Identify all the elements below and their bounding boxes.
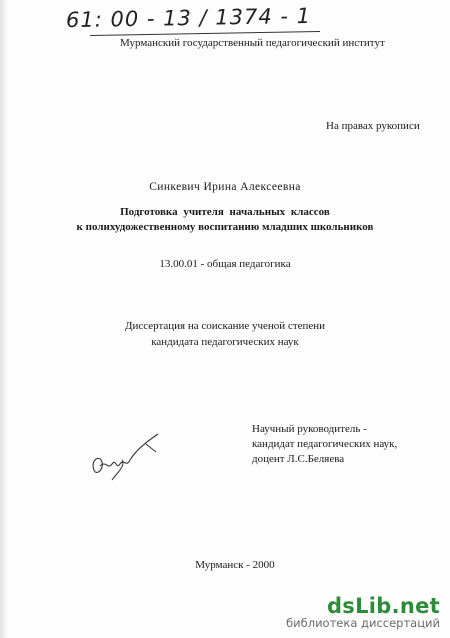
author-name: Синкевич Ирина Алексеевна bbox=[149, 181, 301, 193]
handwritten-catalog-code: 61: 00 - 13 / 1374 - 1 bbox=[65, 3, 312, 33]
handwritten-signature bbox=[86, 430, 166, 485]
watermark-logo: dsLib.net bbox=[326, 594, 440, 618]
specialty-code: 13.00.01 - общая педагогика bbox=[159, 258, 291, 270]
supervisor-line-2: кандидат педагогических наук, bbox=[252, 438, 398, 450]
site-watermark[interactable] bbox=[286, 594, 440, 630]
degree-line-2: кандидата педагогических наук bbox=[151, 336, 299, 348]
degree-line-1: Диссертация на соискание ученой степени bbox=[124, 320, 326, 332]
supervisor-line-1: Научный руководитель - bbox=[252, 423, 367, 435]
supervisor-line-3: доцент Л.С.Беляева bbox=[252, 453, 345, 465]
scan-edge-shadow bbox=[0, 0, 8, 638]
watermark-subtitle: библиотека диссертаций bbox=[286, 616, 440, 630]
place-and-year: Мурманск - 2000 bbox=[195, 559, 275, 571]
institute-name: Мурманский государственный педагогический институт bbox=[120, 37, 385, 49]
handwritten-underline bbox=[90, 31, 320, 36]
dissertation-title-line-2: к полихудожественному воспитанию младших школьников bbox=[76, 221, 374, 233]
rights-note: На правах рукописи bbox=[326, 120, 420, 132]
dissertation-title-line-1: Подготовка учителя начальных классов bbox=[120, 206, 330, 218]
